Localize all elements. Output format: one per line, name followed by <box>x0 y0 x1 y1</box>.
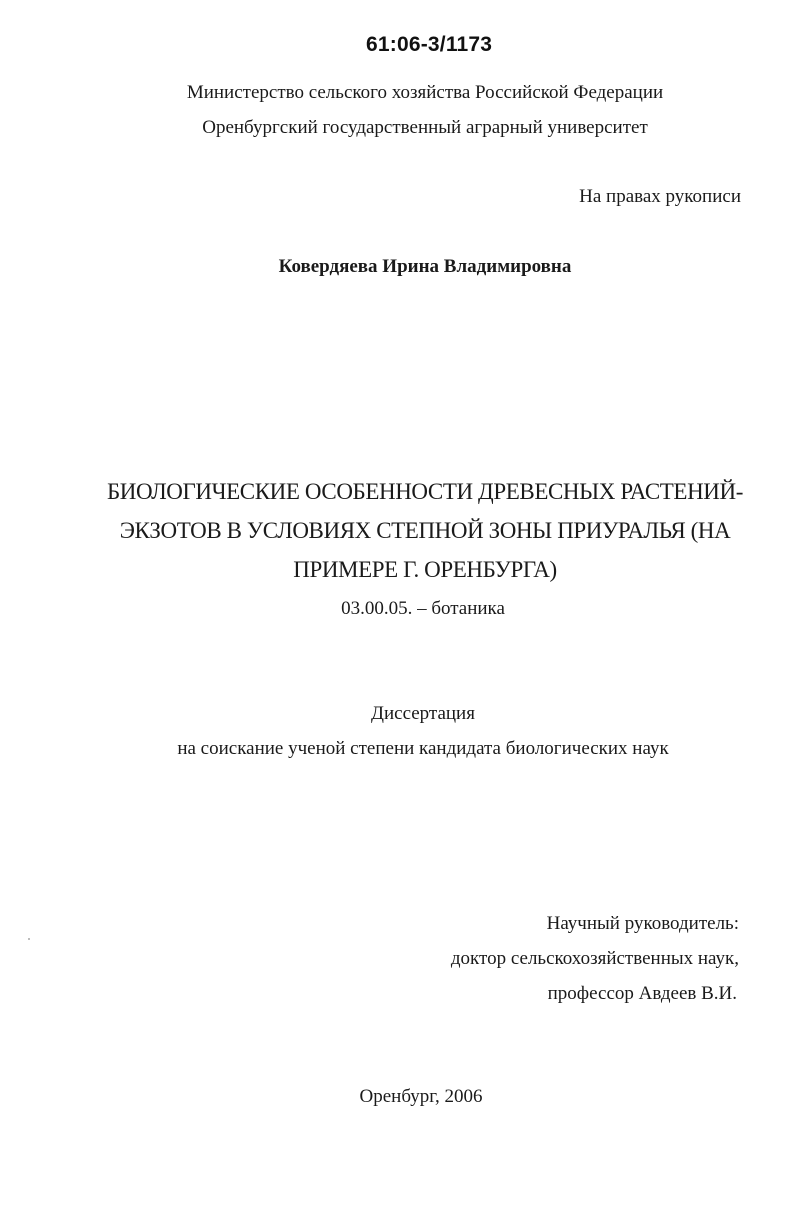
degree-sought: на соискание ученой степени кандидата биологических наук <box>177 738 669 759</box>
university-name: Оренбургский государственный аграрный университет <box>202 117 648 138</box>
manuscript-rights-note: На правах рукописи <box>579 186 741 207</box>
scan-speck <box>28 938 30 940</box>
supervisor-name: профессор Авдеев В.И. <box>547 983 737 1004</box>
dissertation-title-line-2: ЭКЗОТОВ В УСЛОВИЯХ СТЕПНОЙ ЗОНЫ ПРИУРАЛЬЯ (НА <box>119 518 731 543</box>
dissertation-title-line-3: ПРИМЕРЕ Г. ОРЕНБУРГА) <box>293 557 557 582</box>
supervisor-degree: доктор сельскохозяйственных наук, <box>450 948 739 969</box>
supervisor-role: Научный руководитель: <box>546 913 739 934</box>
archive-code-stamp: 61:06-3/1173 <box>366 33 493 56</box>
specialty-code: 03.00.05. – ботаника <box>341 598 505 619</box>
author-name: Ковердяева Ирина Владимировна <box>278 256 572 277</box>
ministry-name: Министерство сельского хозяйства Российской Федерации <box>186 82 664 103</box>
work-type: Диссертация <box>371 703 475 724</box>
place-and-year: Оренбург, 2006 <box>359 1086 483 1107</box>
dissertation-title-line-1: БИОЛОГИЧЕСКИЕ ОСОБЕННОСТИ ДРЕВЕСНЫХ РАСТЕНИЙ- <box>107 479 743 504</box>
